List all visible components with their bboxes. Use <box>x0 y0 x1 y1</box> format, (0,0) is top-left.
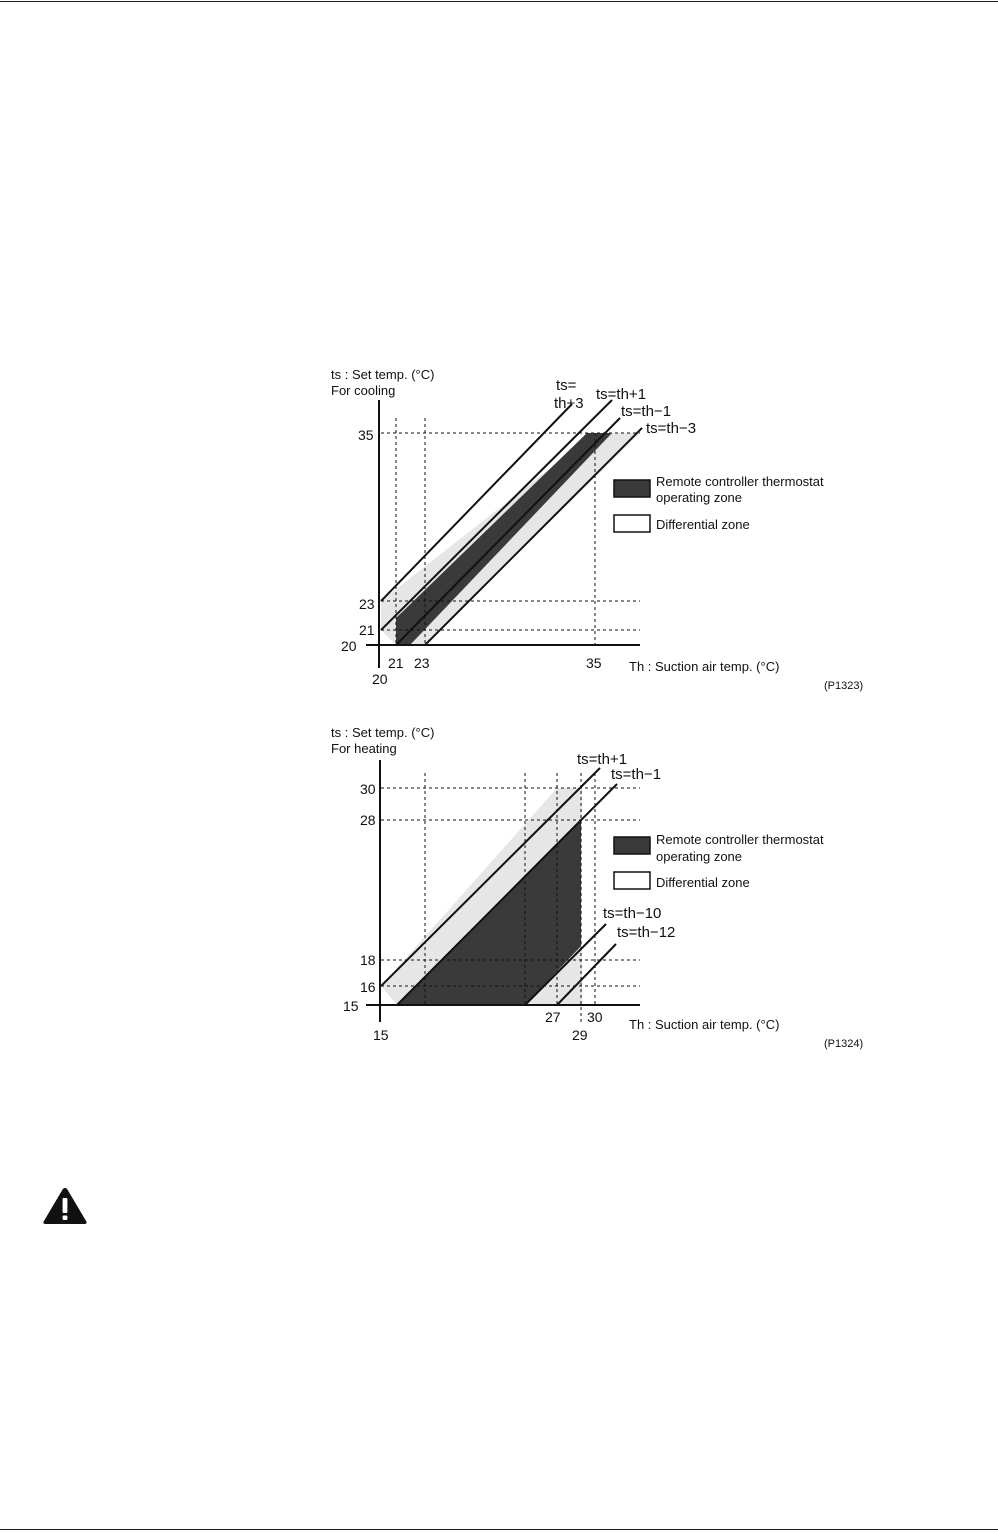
cooling-x-axis-label: Th : Suction air temp. (°C) <box>629 659 780 674</box>
cooling-y-tick: 21 <box>359 622 375 638</box>
heating-diagram <box>0 715 998 1055</box>
cooling-line-minus3 <box>425 428 642 645</box>
heating-figure-code: (P1324) <box>824 1038 864 1050</box>
cooling-y-tick: 23 <box>359 596 375 612</box>
cooling-x-tick: 35 <box>586 655 602 671</box>
cooling-line-label-plus3b: th+3 <box>554 395 584 412</box>
warning-triangle-icon <box>42 1186 88 1226</box>
cooling-y-axis-label: ts : Set temp. (°C) <box>331 367 435 382</box>
heating-x-tick-low: 15 <box>373 1027 389 1043</box>
cooling-legend-differential-label: Differential zone <box>656 517 750 532</box>
cooling-x-tick: 23 <box>414 655 430 671</box>
cooling-legend-operating-swatch <box>614 480 650 497</box>
heating-legend-operating-label-b: operating zone <box>656 849 743 864</box>
heating-x-tick-low: 29 <box>572 1027 588 1043</box>
heating-y-tick: 15 <box>343 998 359 1014</box>
heating-x-tick: 27 <box>545 1009 561 1025</box>
cooling-y-tick: 20 <box>341 638 357 654</box>
cooling-figure-code: (P1323) <box>824 680 864 692</box>
cooling-x-origin-tick: 20 <box>372 671 388 687</box>
cooling-line-label-minus1: ts=th−1 <box>621 403 672 420</box>
heating-legend-operating-label-a: Remote controller thermostat <box>656 832 824 847</box>
cooling-legend-operating-label-b: operating zone <box>656 490 743 505</box>
cooling-diagram <box>0 355 998 695</box>
cooling-y-tick: 35 <box>358 427 374 443</box>
cooling-legend-differential-swatch <box>614 515 650 532</box>
cooling-line-minus1 <box>396 418 620 645</box>
heating-y-axis-label: ts : Set temp. (°C) <box>331 725 435 740</box>
heating-y-tick: 16 <box>360 979 376 995</box>
heating-y-tick: 18 <box>360 952 376 968</box>
cooling-line-label-plus1: ts=th+1 <box>596 386 647 403</box>
header-rule <box>0 1 998 2</box>
heating-legend-operating-swatch <box>614 837 650 854</box>
heating-legend-differential-label: Differential zone <box>656 875 750 890</box>
heating-legend-differential-swatch <box>614 872 650 889</box>
heating-x-axis-label: Th : Suction air temp. (°C) <box>629 1017 780 1032</box>
cooling-x-tick: 21 <box>388 655 404 671</box>
heating-mode-label: For heating <box>331 741 397 756</box>
cooling-line-plus1 <box>381 400 612 630</box>
cooling-legend-operating-label-a: Remote controller thermostat <box>656 474 824 489</box>
cooling-mode-label: For cooling <box>331 383 396 398</box>
heating-line-label-plus1: ts=th+1 <box>577 751 628 768</box>
heating-line-label-minus10: ts=th−10 <box>603 905 662 922</box>
heating-x-tick: 30 <box>587 1009 603 1025</box>
cooling-line-label-minus3: ts=th−3 <box>646 420 697 437</box>
heating-y-tick: 28 <box>360 812 376 828</box>
footer-rule <box>0 1529 998 1530</box>
cooling-line-label-plus3a: ts= <box>556 377 577 394</box>
heating-line-label-minus1: ts=th−1 <box>611 766 662 783</box>
heating-line-label-minus12: ts=th−12 <box>617 924 676 941</box>
heating-y-tick: 30 <box>360 781 376 797</box>
